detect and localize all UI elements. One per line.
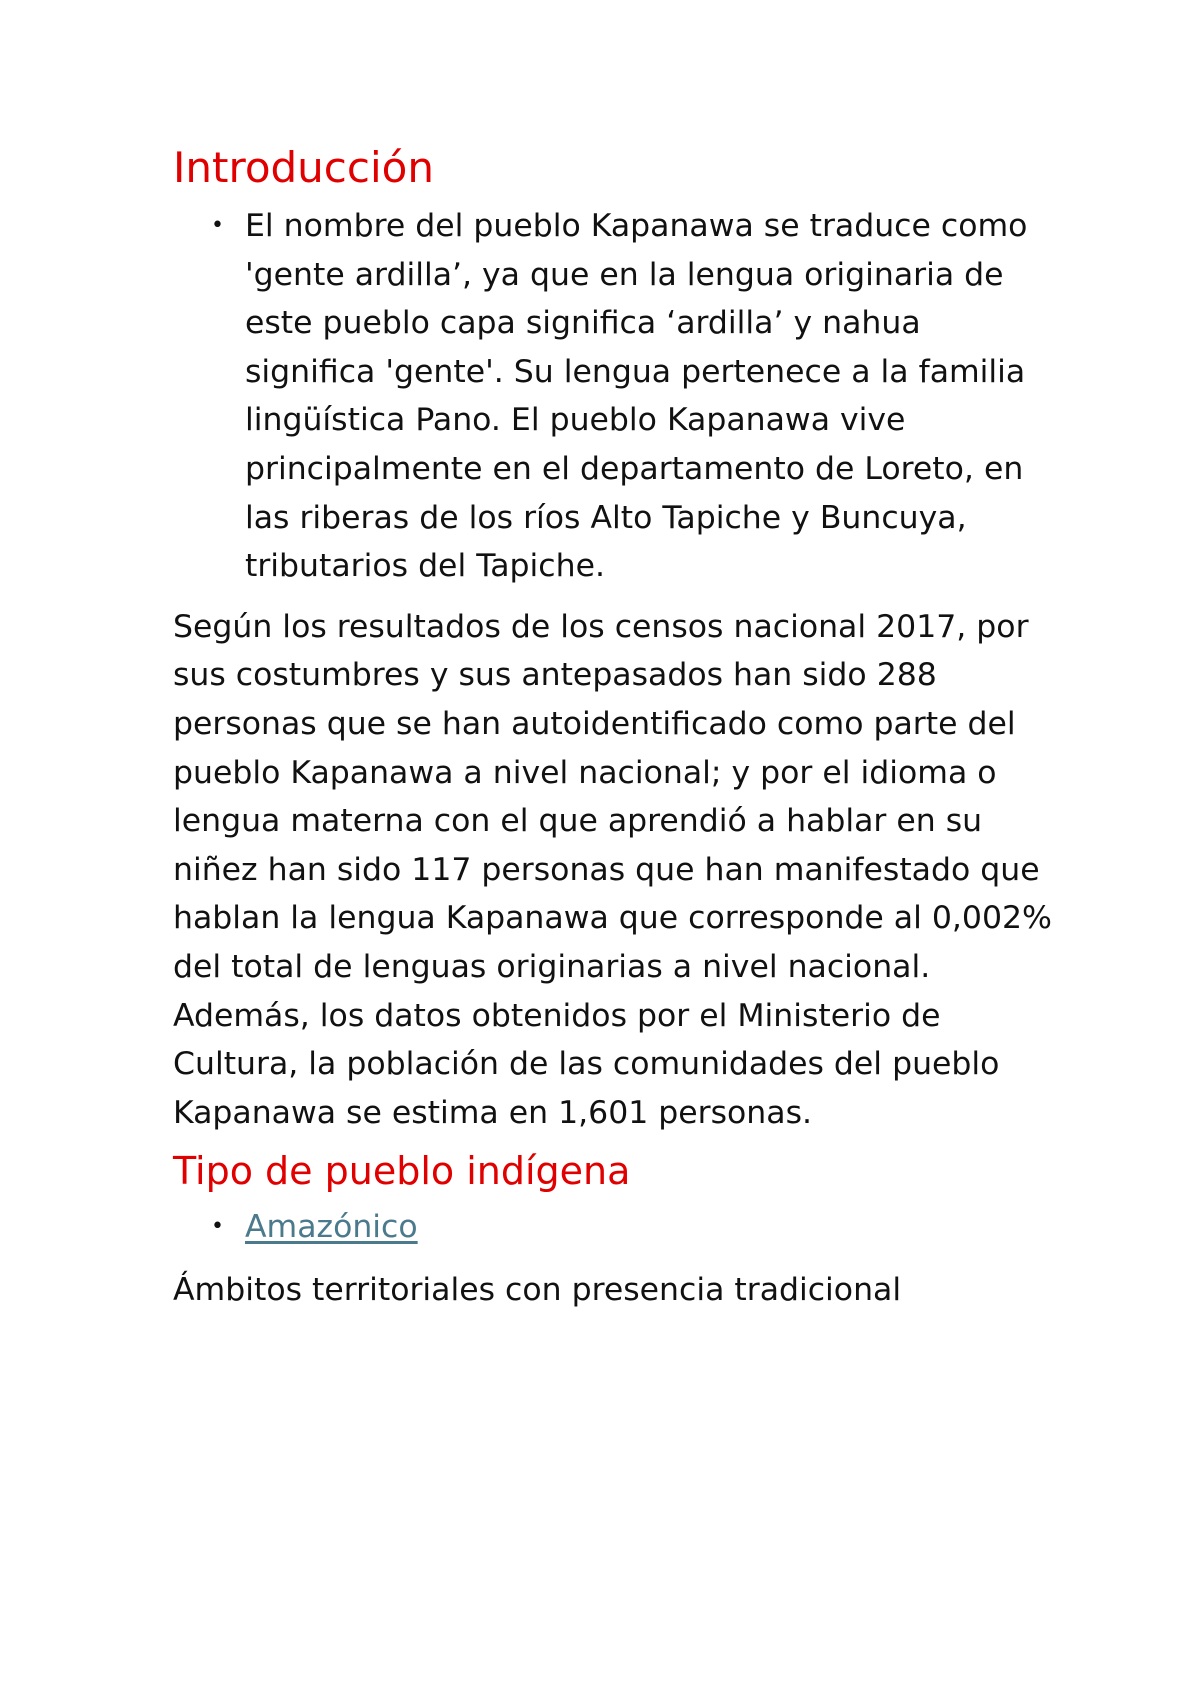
intro-bullet-text: El nombre del pueblo Kapanawa se traduce como 'gente ardilla’, ya que en la lengua originaria de este pueblo capa significa ‘ardilla’ y nahua significa 'gente'. Su lengua pertenece a la familia lingüística Pano. El pueblo Kapanawa vive principalmente en el departamento de Loreto, en las riberas de los ríos Alto Tapiche y Buncuya, tributarios del Tapiche. [245,208,1028,585]
intro-bullet-list [173,202,1053,591]
amazonico-link[interactable]: Amazónico [245,1209,418,1246]
bullet-icon: • [211,213,224,238]
list-item [173,202,1053,591]
heading-introduccion: Introducción [173,143,434,192]
tipo-bullet-list [173,1203,1053,1252]
list-item [173,1203,1053,1252]
bullet-icon: • [211,1214,224,1240]
heading-tipo-de-pueblo: Tipo de pueblo indígena [173,1149,631,1194]
document-page [173,140,1053,1314]
ambitos-paragraph: Ámbitos territoriales con presencia tradicional [173,1271,902,1308]
census-paragraph: Según los resultados de los censos nacional 2017, por sus costumbres y sus antepasados han sido 288 personas que se han autoidentificado como parte del pueblo Kapanawa a nivel nacional; y por el idioma o lengua materna con el que aprendió a hablar en su niñez han sido 117 personas que han manifestado que hablan la lengua Kapanawa que corresponde al 0,002% del total de lenguas originarias a nivel nacional. Además, los datos obtenidos por el Ministerio de Cultura, la población de las comunidades del pueblo Kapanawa se estima en 1,601 personas. [173,608,1052,1131]
